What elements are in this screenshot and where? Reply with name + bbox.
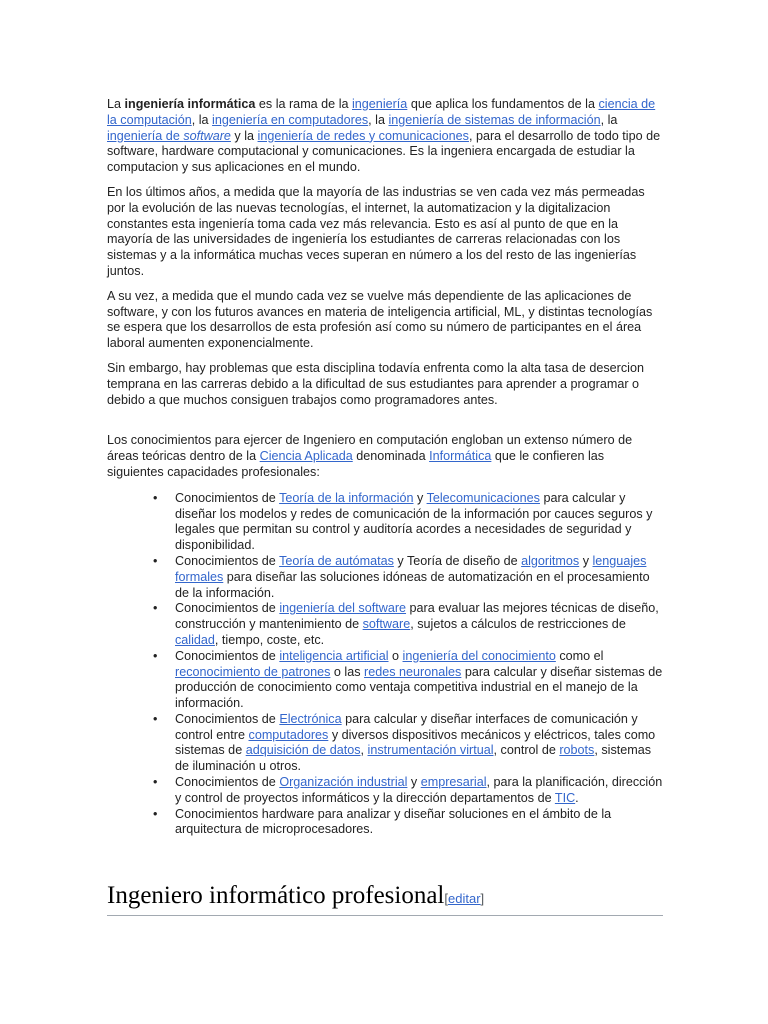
link-tic[interactable]: TIC xyxy=(554,790,576,805)
link-ingenieria[interactable]: ingeniería xyxy=(352,97,408,111)
link-ciencia-aplicada[interactable]: Ciencia Aplicada xyxy=(259,449,353,464)
link-ciencia-computacion[interactable]: ciencia de la computación xyxy=(107,97,656,127)
text: Conocimientos de xyxy=(175,553,280,568)
list-item xyxy=(175,712,663,775)
paragraph-2: En los últimos años, a medida que la mayoría de las industrias se ven cada vez más permeadas por la evolución de las nuevas tecnologías, el internet, la automatizacion y la digitalizacion constantes esta ingeniería toma cada vez más relevancia. Esto es así al punto de que en la mayoría de las universidades de ingeniería los estudiantes de carreras relacionadas con los sistemas y a la informática muchas veces superan en número a los del resto de las ingenierías juntos. xyxy=(107,184,645,278)
text: y xyxy=(579,553,593,568)
text: , para el desarrollo de todo tipo de software, hardware computacional y comunicaciones. Es la ingeniera encargada de estudiar la computacion y sus aplicaciones en el mundo. xyxy=(107,128,661,175)
text: Los conocimientos para ejercer de Ingeniero en computación engloban un extenso número de áreas teóricas dentro de la xyxy=(107,433,633,464)
text: que aplica los fundamentos de la xyxy=(407,97,599,111)
text: para calcular y diseñar interfaces de comunicación y control entre xyxy=(175,711,638,742)
link-ingenieria-software[interactable] xyxy=(107,129,231,143)
text: La xyxy=(107,97,125,111)
text: , la xyxy=(600,112,618,127)
text: o las xyxy=(330,664,365,679)
link-electronica[interactable]: Electrónica xyxy=(279,711,342,726)
link-ingenieria-redes[interactable]: ingeniería de redes y comunicaciones xyxy=(257,128,469,143)
link-teoria-informacion[interactable]: Teoría de la información xyxy=(279,490,414,505)
list-item xyxy=(175,601,663,648)
link-inteligencia-artificial[interactable]: inteligencia artificial xyxy=(279,648,389,663)
link-organizacion-industrial[interactable]: Organización industrial xyxy=(279,775,408,790)
text: o xyxy=(388,648,403,663)
heading-title: Ingeniero informático profesional xyxy=(107,882,445,909)
text: y xyxy=(407,775,421,790)
link-ingenieria-del-software[interactable]: ingeniería del software xyxy=(279,601,407,616)
list-item xyxy=(175,775,663,807)
text: que le confieren las siguientes capacidades profesionales: xyxy=(107,449,605,479)
list-item xyxy=(175,807,663,839)
section-heading xyxy=(107,881,663,916)
paragraph-5 xyxy=(107,433,663,480)
text: Conocimientos de xyxy=(175,711,280,726)
link-empresarial[interactable]: empresarial xyxy=(420,775,487,790)
text: Conocimientos de xyxy=(175,775,280,790)
link-text-italic: software xyxy=(183,128,231,143)
text: Conocimientos de xyxy=(175,490,280,505)
text: y la xyxy=(230,128,258,143)
text: , sistemas de iluminación u otros. xyxy=(175,743,652,774)
text: Conocimientos de xyxy=(175,601,280,616)
text: , xyxy=(360,743,368,758)
text: , para la planificación, dirección y control de proyectos informáticos y la dirección departamentos de xyxy=(175,775,663,805)
paragraph-4: Sin embargo, hay problemas que esta disciplina todavía enfrenta como la alta tasa de desercion temprana en las carreras debido a la dificultad de sus estudiantes para aprender a programar o debido a que muchos consiguen trabajos como programadores antes. xyxy=(107,360,644,407)
text: . xyxy=(575,790,579,805)
link-informatica[interactable]: Informática xyxy=(429,449,492,464)
text: , tiempo, coste, etc. xyxy=(214,632,325,647)
link-teoria-automatas[interactable]: Teoría de autómatas xyxy=(279,553,394,568)
text: para calcular y diseñar los modelos y redes de comunicación de la información por cauces seguros y legales que permitan su control y auditoría acordes a necesidades de seguridad y disponibilidad. xyxy=(175,490,653,553)
spacer xyxy=(107,417,663,433)
text: , control de xyxy=(493,743,560,758)
text: y diversos dispositivos mecánicos y eléctricos, tales como sistemas de xyxy=(175,727,656,758)
list-item xyxy=(175,491,663,554)
text: Conocimientos de xyxy=(175,648,280,663)
capabilities-list xyxy=(107,491,663,839)
list-item xyxy=(175,554,663,601)
text: para evaluar las mejores técnicas de diseño, construcción y mantenimiento de xyxy=(175,601,659,632)
text: para calcular y diseñar sistemas de producción de conocimiento como ventaja competitiva industrial en el manejo de la información. xyxy=(175,664,663,711)
paragraph-3: A su vez, a medida que el mundo cada vez se vuelve más dependiente de las aplicaciones de software, y con los futuros avances en materia de inteligencia artificial, ML, y distintas tecnologías se espera que los desarrollos de esta profesión así como su número de participantes en el área laboral aumenten exponencialmente. xyxy=(107,288,653,351)
text: como el xyxy=(555,648,604,663)
text: Conocimientos hardware para analizar y diseñar soluciones en el ámbito de la arquitectura de microprocesadores. xyxy=(175,806,612,837)
link-ingenieria-computadores[interactable]: ingeniería en computadores xyxy=(212,112,369,127)
bracket: [ xyxy=(444,891,449,906)
link-lenguajes-formales[interactable]: lenguajes formales xyxy=(175,553,647,584)
link-text: ingeniería de xyxy=(107,128,184,143)
link-reconocimiento-patrones[interactable]: reconocimiento de patrones xyxy=(175,664,331,679)
link-computadores[interactable]: computadores xyxy=(248,727,329,742)
text: y xyxy=(413,490,427,505)
link-telecomunicaciones[interactable]: Telecomunicaciones xyxy=(426,490,540,505)
article-body xyxy=(107,97,663,838)
link-instrumentacion-virtual[interactable]: instrumentación virtual xyxy=(367,743,494,758)
edit-link[interactable]: editar xyxy=(448,891,481,906)
link-calidad[interactable]: calidad xyxy=(175,632,215,647)
link-robots[interactable]: robots xyxy=(559,743,595,758)
edit-section xyxy=(444,891,484,906)
link-ingenieria-conocimiento[interactable]: ingeniería del conocimiento xyxy=(402,648,556,663)
link-adquisicion-datos[interactable]: adquisición de datos xyxy=(245,743,361,758)
text: denominada xyxy=(352,449,430,464)
bracket: ] xyxy=(480,891,485,906)
text: es la rama de la xyxy=(255,97,352,111)
link-software[interactable]: software xyxy=(362,617,411,632)
text: , la xyxy=(368,112,389,127)
link-algoritmos[interactable]: algoritmos xyxy=(521,553,580,568)
text: , la xyxy=(191,112,213,127)
link-ingenieria-sistemas[interactable]: ingeniería de sistemas de información xyxy=(388,112,601,127)
bold-term: ingeniería informática xyxy=(124,97,256,111)
intro-paragraph xyxy=(107,97,663,176)
text: , sujetos a cálculos de restricciones de xyxy=(410,617,626,632)
text: y Teoría de diseño de xyxy=(393,553,522,568)
list-item xyxy=(175,649,663,712)
link-redes-neuronales[interactable]: redes neuronales xyxy=(364,664,462,679)
text: para diseñar las soluciones idóneas de automatización en el procesamiento de la información. xyxy=(175,569,650,600)
